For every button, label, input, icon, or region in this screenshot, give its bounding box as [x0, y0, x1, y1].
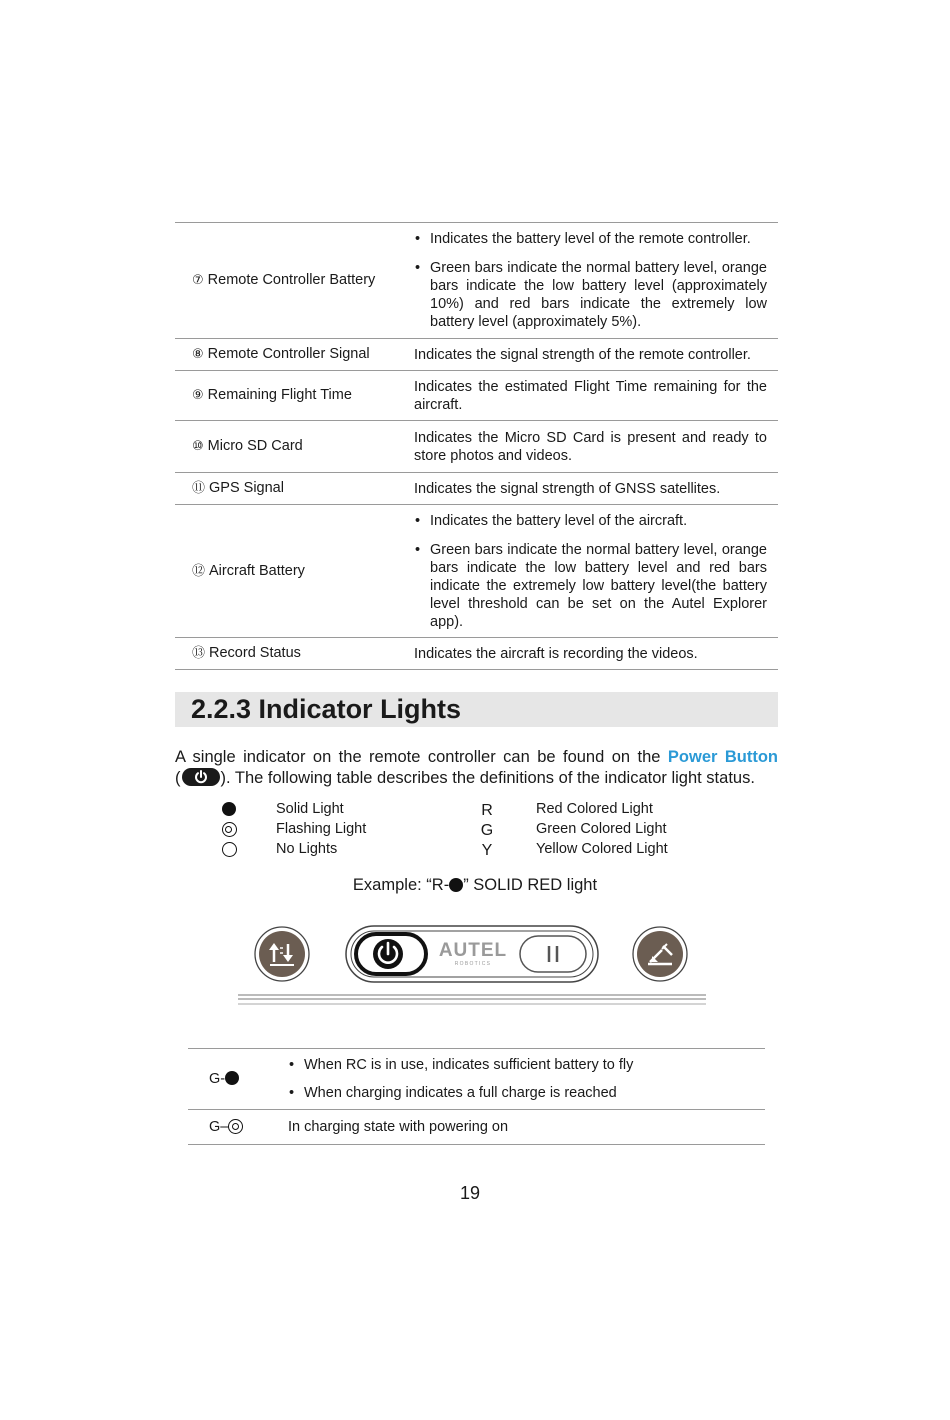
- legend-color-label: Green Colored Light: [536, 821, 667, 837]
- row-number: ⑩: [192, 439, 204, 454]
- intro-line-1: [175, 747, 778, 768]
- legend-color-label: Yellow Colored Light: [536, 841, 668, 857]
- row-number: ⑦: [192, 273, 204, 288]
- legend-color-label: Red Colored Light: [536, 801, 653, 817]
- open-paren: (: [175, 769, 181, 787]
- legend-label: No Lights: [276, 841, 338, 857]
- legend-letter: R: [481, 802, 493, 819]
- row-label-text: Record Status: [209, 645, 301, 661]
- row-label: [175, 345, 399, 364]
- row-label: [175, 386, 399, 405]
- row-label: [175, 644, 399, 663]
- row-number: ⑪: [192, 481, 206, 496]
- brand-sub: ROBOTICS: [454, 961, 492, 967]
- intro-text: ). The following table describes the definitions of the indicator light status.: [220, 769, 755, 787]
- legend-label: Flashing Light: [276, 821, 367, 837]
- takeoff-icon: [255, 927, 309, 981]
- row-label-text: Remote Controller Signal: [207, 346, 370, 362]
- power-icon: [182, 768, 220, 786]
- intro-line-2: [175, 769, 755, 787]
- intro-text: A single indicator on the remote controller can be found on the: [175, 748, 661, 766]
- row-number: ⑫: [192, 563, 206, 579]
- row-label: [175, 271, 399, 290]
- empty-circle-icon: [220, 842, 238, 858]
- row-description: Indicates the signal strength of the remote controller.: [414, 346, 751, 363]
- solid-dot-icon: [220, 802, 238, 818]
- row-description: Indicates the Micro SD Card is present and ready to store photos and videos.: [414, 429, 767, 464]
- controller-illustration: [230, 918, 720, 1014]
- indicator-code: [188, 1071, 273, 1087]
- legend-letter: G: [480, 822, 494, 839]
- indicator-description: [273, 1056, 765, 1102]
- row-number: ⑧: [192, 347, 204, 362]
- row-label-text: Micro SD Card: [207, 438, 303, 454]
- table-row: [175, 638, 778, 670]
- row-description: Indicates the signal strength of GNSS satellites.: [414, 480, 721, 497]
- row-description: Indicates the estimated Flight Time remaining for the aircraft.: [414, 378, 767, 413]
- code-text: G–: [209, 1119, 229, 1135]
- table-row: [175, 473, 778, 505]
- power-icon: [356, 934, 426, 974]
- row-description: [399, 230, 778, 331]
- double-circle-icon: [220, 822, 238, 838]
- indicator-table: [188, 1048, 765, 1145]
- bullet-item: • Indicates the battery level of the aircraft.: [414, 512, 767, 530]
- row-label-text: Remote Controller Battery: [207, 272, 376, 288]
- row-label-text: Remaining Flight Time: [207, 387, 352, 403]
- table-row: [175, 505, 778, 638]
- table-row: [188, 1049, 765, 1110]
- bullet-item: • When charging indicates a full charge is reached: [288, 1084, 765, 1102]
- intro-paragraph: [175, 747, 778, 789]
- solid-dot-icon: [449, 878, 463, 892]
- land-icon: [633, 927, 687, 981]
- row-label: [175, 562, 399, 581]
- code-text: G-: [209, 1071, 226, 1087]
- section-title: 2.2.3 Indicator Lights: [191, 694, 462, 724]
- section-header: [175, 692, 778, 727]
- row-description: Indicates the aircraft is recording the videos.: [414, 645, 698, 662]
- power-button-link: Power Button: [667, 748, 779, 766]
- pause-icon: [520, 936, 586, 972]
- solid-dot-icon: [225, 1071, 239, 1085]
- bullet-item: • When RC is in use, indicates sufficient battery to fly: [288, 1056, 765, 1074]
- bullet-item: • Green bars indicate the normal battery level, orange bars indicate the low battery level (approximately 10%) and red bars indicate the extremely low battery level (approximately 5%).: [414, 259, 767, 331]
- table-row: [188, 1110, 765, 1145]
- brand-logo: AUTEL: [438, 940, 508, 961]
- table-row: [175, 421, 778, 473]
- table-row: [175, 339, 778, 371]
- row-label: [175, 479, 399, 498]
- legend-letter: Y: [481, 842, 493, 859]
- bullet-item: • Indicates the battery level of the remote controller.: [414, 230, 767, 248]
- row-number: ⑨: [192, 388, 204, 403]
- row-number: ⑬: [192, 646, 206, 661]
- legend-label: Solid Light: [276, 801, 344, 817]
- indicator-code: [188, 1119, 273, 1135]
- double-circle-icon: [228, 1119, 243, 1134]
- example-suffix: ” SOLID RED light: [463, 876, 598, 894]
- bullet-item: • Green bars indicate the normal battery level, orange bars indicate the low battery level and red bars indicate the extremely low battery level(the battery level threshold can be set on the Autel Explorer app).: [414, 541, 767, 631]
- row-label-text: Aircraft Battery: [209, 562, 305, 579]
- row-label: [175, 437, 399, 456]
- indicator-description: In charging state with powering on: [288, 1119, 509, 1135]
- page-number: 19: [459, 1183, 481, 1203]
- table-row: [175, 371, 778, 421]
- example-line: [0, 876, 950, 895]
- example-prefix: Example: “R-: [352, 876, 450, 894]
- row-description: [399, 512, 778, 631]
- row-label-text: GPS Signal: [209, 480, 284, 496]
- table-row: [175, 223, 778, 339]
- light-legend: [220, 801, 720, 865]
- component-table: [175, 222, 778, 670]
